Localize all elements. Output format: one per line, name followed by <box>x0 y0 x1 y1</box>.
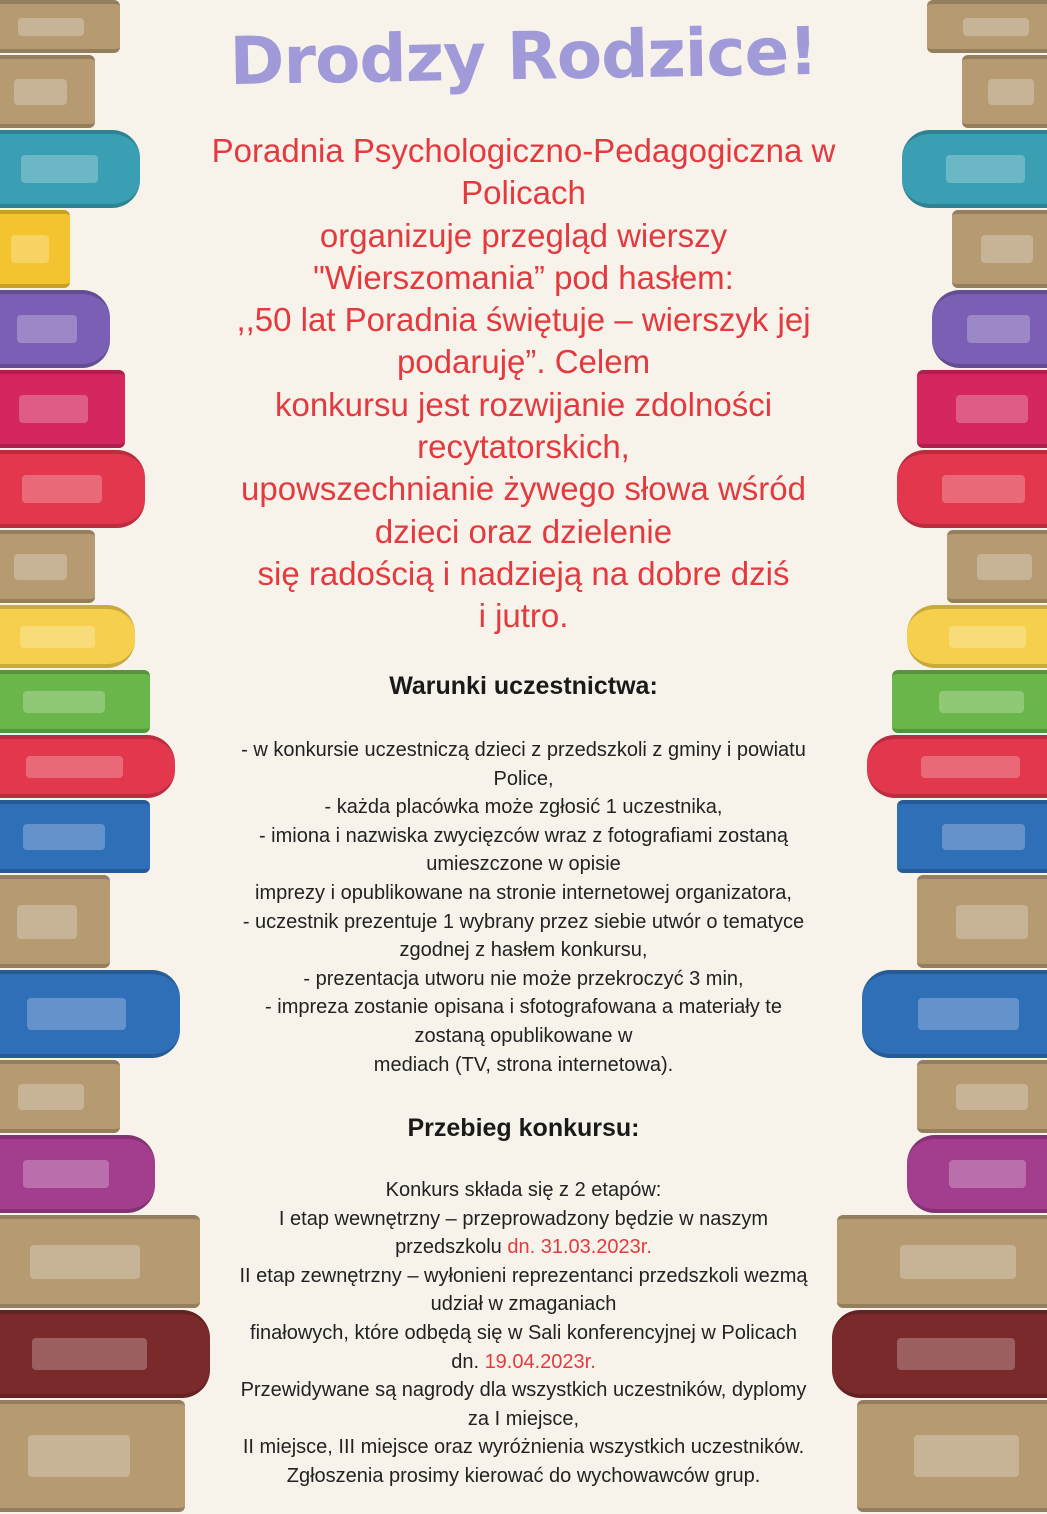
book-spine <box>932 290 1047 368</box>
conditions-line: - impreza zostanie opisana i sfotografowana a materiały te <box>265 996 782 1019</box>
conditions-line: mediach (TV, strona internetowa). <box>373 1053 674 1076</box>
book-band <box>914 1435 1019 1477</box>
conditions-line: Police, <box>493 767 554 790</box>
conditions-heading: Warunki uczestnictwa: <box>389 672 658 700</box>
contest-line: II miejsce, III miejsce oraz wyróżnienia wszystkich uczestników. <box>242 1436 805 1459</box>
contest-line: Przewidywane są nagrody dla wszystkich uczestników, dyplomy <box>240 1379 807 1402</box>
book-spine <box>0 55 95 128</box>
book-band <box>23 824 106 850</box>
book-spine <box>862 970 1047 1058</box>
book-spine <box>0 530 95 603</box>
conditions-list <box>170 736 877 1079</box>
book-band <box>19 395 88 423</box>
book-band <box>21 155 98 183</box>
book-spine <box>0 605 135 668</box>
book-spine <box>0 290 110 368</box>
stage2-date: 19.04.2023r. <box>484 1350 596 1373</box>
intro-line: się radością i nadzieją na dobre dziś <box>257 554 790 592</box>
intro-line: podaruję”. Celem <box>396 343 651 381</box>
book-band <box>956 1084 1028 1110</box>
book-band <box>20 626 94 648</box>
book-spine <box>962 55 1047 128</box>
contest-line: Zgłoszenia prosimy kierować do wychowawców grup. <box>286 1464 761 1487</box>
book-band <box>967 315 1030 343</box>
contest-line: Konkurs składa się z 2 etapów: <box>385 1179 662 1201</box>
book-band <box>942 475 1025 503</box>
conditions-line: - imiona i nazwiska zwycięzców wraz z fotografiami zostaną <box>258 824 789 847</box>
book-band <box>23 691 106 713</box>
book-band <box>900 1245 1016 1279</box>
book-band <box>956 905 1028 939</box>
book-band <box>18 18 84 36</box>
book-band <box>946 155 1026 183</box>
book-band <box>942 824 1025 850</box>
book-band <box>918 998 1020 1030</box>
book-spine <box>0 1400 185 1512</box>
book-band <box>22 475 102 503</box>
book-band <box>977 554 1032 580</box>
stage1-date: dn. 31.03.2023r. <box>507 1236 652 1259</box>
book-band <box>14 554 66 580</box>
book-band <box>981 235 1033 263</box>
book-spine <box>897 800 1047 873</box>
intro-line: Poradnia Psychologiczno-Pedagogiczna w <box>211 132 836 169</box>
book-spine <box>952 210 1047 288</box>
book-band <box>897 1338 1015 1370</box>
contest-line: udział w zmaganiach <box>430 1293 617 1316</box>
contest-line <box>170 1348 877 1377</box>
book-band <box>30 1245 140 1279</box>
contest-line <box>170 1233 877 1262</box>
book-spine <box>947 530 1047 603</box>
intro-line: Policach <box>461 174 586 212</box>
intro-line: dzieci oraz dzielenie <box>374 512 673 550</box>
intro-line: konkursu jest rozwijanie zdolności <box>274 385 773 423</box>
intro-line: "Wierszomania” pod hasłem: <box>313 258 734 296</box>
contest-line-text: przedszkolu <box>395 1236 508 1259</box>
book-band <box>949 626 1026 648</box>
intro-line: upowszechnianie żywego słowa wśród <box>241 470 806 508</box>
book-spine <box>867 735 1047 798</box>
contest-heading: Przebieg konkursu: <box>407 1114 640 1142</box>
conditions-line: - w konkursie uczestniczą dzieci z przedszkoli z gminy i powiatu <box>241 739 806 761</box>
conditions-line: umieszczone w opisie <box>426 853 621 876</box>
book-band <box>949 1160 1026 1188</box>
contest-line: finałowych, które odbędą się w Sali konferencyjnej w Policach <box>250 1321 797 1344</box>
contest-line-text: dn. <box>451 1350 485 1373</box>
book-band <box>963 18 1029 36</box>
contest-line: za I miejsce, <box>467 1407 580 1430</box>
book-spine <box>897 450 1047 528</box>
book-band <box>988 79 1035 105</box>
intro-line: i jutro. <box>478 597 569 635</box>
conditions-line: zostaną opublikowane w <box>414 1024 633 1047</box>
intro-line: recytatorskich, <box>417 428 630 466</box>
book-band <box>28 1435 130 1477</box>
book-band <box>14 79 66 105</box>
book-band <box>17 315 78 343</box>
contest-line: II etap zewnętrzny – wyłonieni reprezentanci przedszkoli wezmą <box>239 1264 808 1287</box>
contest-line: I etap wewnętrzny – przeprowadzony będzie w naszym <box>278 1207 769 1230</box>
conditions-line: - prezentacja utworu nie może przekroczyć 3 min, <box>303 967 744 990</box>
book-spine <box>907 605 1047 668</box>
book-spine <box>0 0 120 53</box>
book-spine <box>917 370 1047 448</box>
intro-line: organizuje przegląd wierszy <box>319 216 728 254</box>
page-title: Drodzy Rodzice! <box>228 12 819 101</box>
book-band <box>26 756 122 778</box>
book-spine <box>0 800 150 873</box>
book-band <box>11 235 50 263</box>
book-band <box>23 1160 108 1188</box>
book-band <box>921 756 1020 778</box>
book-spine <box>927 0 1047 53</box>
book-band <box>32 1338 148 1370</box>
book-spine <box>917 1060 1047 1133</box>
book-spine <box>0 370 125 448</box>
conditions-line: zgodnej z hasłem konkursu, <box>399 939 648 962</box>
book-spine <box>892 670 1047 733</box>
book-spine <box>917 875 1047 968</box>
book-band <box>939 691 1024 713</box>
book-spine <box>907 1135 1047 1213</box>
intro-line: ,,50 lat Poradnia świętuje – wierszyk jej <box>236 301 811 339</box>
book-spine <box>0 670 150 733</box>
conditions-line: - każda placówka może zgłosić 1 uczestnika, <box>324 796 723 819</box>
book-spine <box>0 970 180 1058</box>
book-band <box>18 1084 84 1110</box>
book-spine <box>0 1060 120 1133</box>
conditions-line: imprezy i opublikowane na stronie internetowej organizatora, <box>255 881 792 904</box>
book-spine <box>0 450 145 528</box>
book-spine <box>0 875 110 968</box>
book-band <box>956 395 1028 423</box>
book-spine <box>0 1135 155 1213</box>
book-spine <box>0 210 70 288</box>
book-spine <box>902 130 1047 208</box>
book-spine <box>857 1400 1047 1512</box>
book-spine <box>0 735 175 798</box>
contest-details <box>170 1176 877 1491</box>
intro-paragraph <box>170 130 877 638</box>
book-band <box>17 905 78 939</box>
conditions-line: - uczestnik prezentuje 1 wybrany przez siebie utwór o tematyce <box>242 910 805 933</box>
book-spine <box>0 130 140 208</box>
book-band <box>27 998 126 1030</box>
